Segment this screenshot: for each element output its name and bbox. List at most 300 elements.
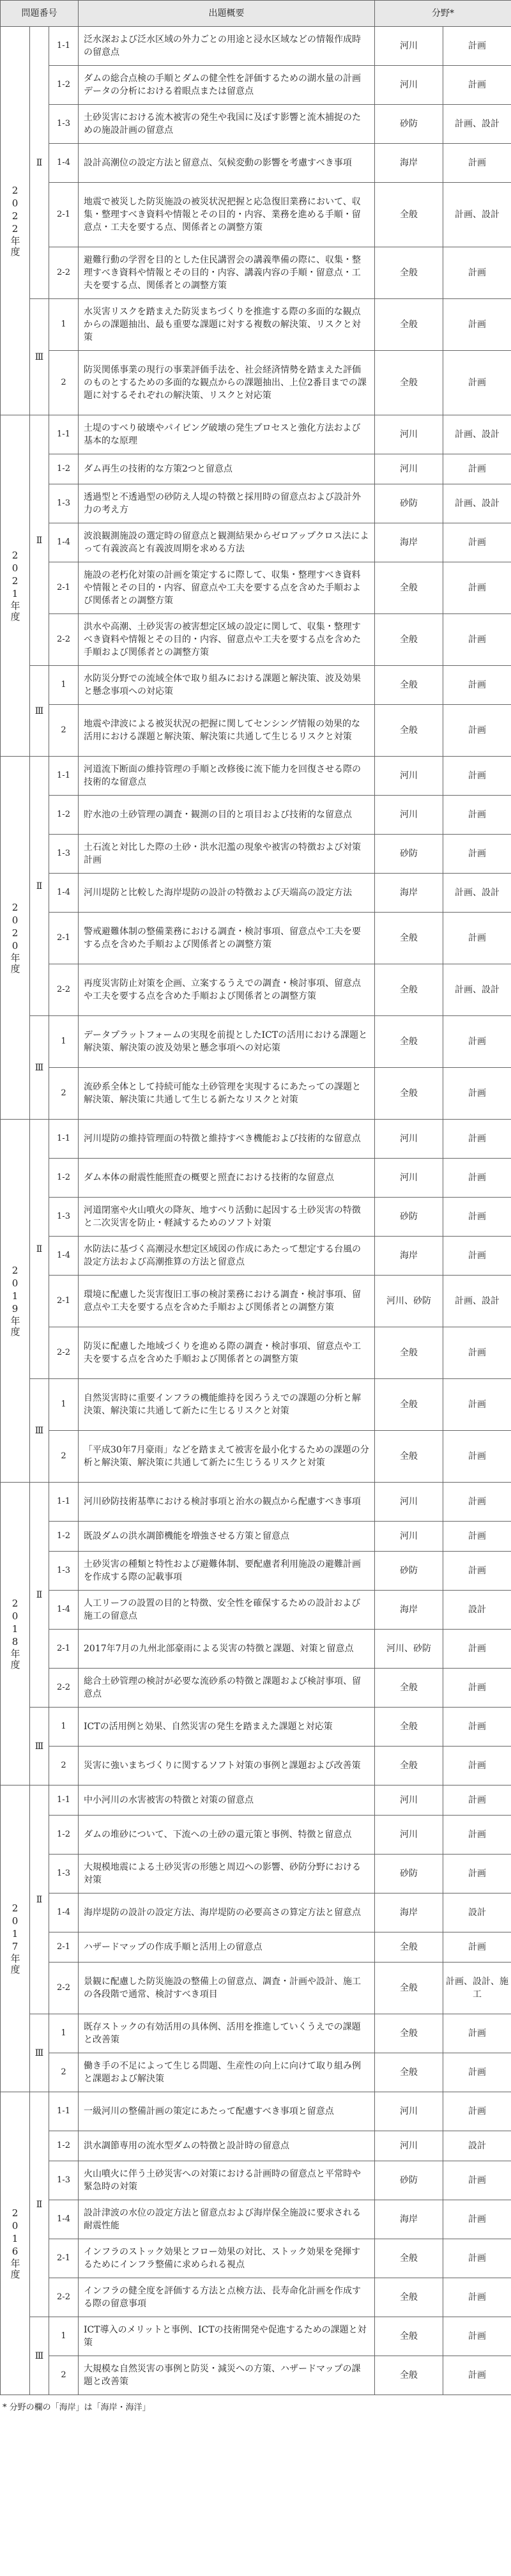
question-number: 2 xyxy=(49,2356,79,2395)
field-area: 海岸 xyxy=(375,1237,443,1276)
question-number: 1-4 xyxy=(49,1893,79,1932)
field-type: 設計 xyxy=(443,2131,511,2161)
question-summary: 災害に強いまちづくりに関するソフト対策の事例と課題および改善策 xyxy=(79,1747,375,1785)
field-type: 計画 xyxy=(443,1327,511,1379)
question-number: 2-1 xyxy=(49,1932,79,1963)
field-area: 砂防 xyxy=(375,105,443,144)
question-summary: 透過型と不透過型の砂防え人堤の特徴と採用時の留意点および設計外力の考え方 xyxy=(79,484,375,523)
field-area: 海岸 xyxy=(375,2200,443,2239)
question-summary: 土石流と対比した際の土砂・洪水氾濫の現象や被害の特徴および対策計画 xyxy=(79,835,375,874)
question-number: 2 xyxy=(49,1747,79,1785)
table-row xyxy=(1,299,511,351)
field-area: 河川 xyxy=(375,1483,443,1522)
field-type: 計画 xyxy=(443,247,511,299)
question-summary: 水災害リスクを踏まえた防災まちづくりを推進する際の多面的な観点からの課題抽出、最も重要な課題に対する複数の解決策、リスクと対策 xyxy=(79,299,375,351)
field-type: 計画 xyxy=(443,1708,511,1747)
question-summary: 人工リーフの設置の目的と特徴、安全性を確保するための設計および施工の留意点 xyxy=(79,1591,375,1630)
field-type: 計画 xyxy=(443,1068,511,1120)
section-label: Ⅱ xyxy=(30,27,49,299)
table-row xyxy=(1,1747,511,1785)
field-type: 計画 xyxy=(443,1483,511,1522)
table-row xyxy=(1,1932,511,1963)
field-area: 砂防 xyxy=(375,1552,443,1591)
field-type: 計画、設計 xyxy=(443,1276,511,1327)
question-number: 2 xyxy=(49,1431,79,1483)
question-number: 1-2 xyxy=(49,2131,79,2161)
year-label: 2020年度 xyxy=(1,757,30,1120)
field-type: 計画 xyxy=(443,666,511,705)
question-number: 1-4 xyxy=(49,1237,79,1276)
question-number: 2-2 xyxy=(49,247,79,299)
question-summary: 洪水や高潮、土砂災害の被害想定区域の設定に関して、収集・整理すべき資料や情報とその目的・内容、留意点や工夫を要する点を含めた手順および関係者との調整方策 xyxy=(79,614,375,666)
question-summary: 河川堤防と比較した海岸堤防の設計の特徴および天端高の設定方法 xyxy=(79,874,375,913)
question-number: 2-1 xyxy=(49,2239,79,2278)
question-number: 2-1 xyxy=(49,1276,79,1327)
section-label: Ⅱ xyxy=(30,757,49,1016)
field-type: 計画 xyxy=(443,1198,511,1237)
field-type: 計画 xyxy=(443,796,511,835)
question-number: 2 xyxy=(49,2053,79,2092)
table-row xyxy=(1,27,511,66)
field-area: 河川 xyxy=(375,2131,443,2161)
table-row xyxy=(1,757,511,796)
table-row xyxy=(1,1669,511,1708)
question-summary: 河道閉塞や火山噴火の降灰、地すべり活動に起因する土砂災害の特徴と二次災害を防止・軽減するためのソフト対策 xyxy=(79,1198,375,1237)
field-area: 河川 xyxy=(375,1522,443,1552)
question-number: 1-2 xyxy=(49,796,79,835)
table-row xyxy=(1,1855,511,1893)
field-area: 全般 xyxy=(375,964,443,1016)
field-type: 計画 xyxy=(443,2239,511,2278)
question-summary: 既存ストックの有効活用の具体例、活用を推進していくうえでの課題と改善策 xyxy=(79,2014,375,2053)
field-type: 計画、設計 xyxy=(443,415,511,454)
question-summary: 施設の老朽化対策の計画を策定するに際して、収集・整理すべき資料や情報とその目的・内容、留意点や工夫を要する点を含めた手順および関係者との調整方策 xyxy=(79,562,375,614)
footnote: * 分野の欄の「海岸」は「海岸・海洋」 xyxy=(3,2403,151,2412)
question-number: 1-3 xyxy=(49,2161,79,2200)
question-number: 1-1 xyxy=(49,1120,79,1159)
table-row xyxy=(1,1483,511,1522)
question-summary: 2017年7月の九州北部豪雨による災害の特徴と課題、対策と留意点 xyxy=(79,1630,375,1669)
section-label: Ⅱ xyxy=(30,1785,49,2014)
year-label: 2016年度 xyxy=(1,2092,30,2395)
field-area: 河川 xyxy=(375,1785,443,1816)
question-summary: 働き手の不足によって生じる問題、生産性の向上に向けて取り組み例と課題および解決策 xyxy=(79,2053,375,2092)
table-row xyxy=(1,2200,511,2239)
question-summary: 土砂災害における流木被害の発生や我国に及ぼす影響と流木捕捉のための施設計画の留意点 xyxy=(79,105,375,144)
question-summary: 地震や津波による被災状況の把握に関してセンシング情報の効果的な活用における課題と解決策、解決策に共通して生じるリスクと対策 xyxy=(79,705,375,757)
field-area: 砂防 xyxy=(375,2161,443,2200)
question-summary: インフラのストック効果とフロー効果の対比、ストック効果を発揮するためにインフラ整備に求められる視点 xyxy=(79,2239,375,2278)
table-row xyxy=(1,2161,511,2200)
field-area: 全般 xyxy=(375,2356,443,2395)
field-area: 全般 xyxy=(375,2239,443,2278)
field-area: 全般 xyxy=(375,1708,443,1747)
question-number: 1 xyxy=(49,299,79,351)
year-label: 2017年度 xyxy=(1,1785,30,2092)
question-summary: 水防法に基づく高潮浸水想定区域図の作成にあたって想定する台風の設定方法および高潮推算の方法と留意点 xyxy=(79,1237,375,1276)
question-summary: 水防災分野での流域全体で取り組みにおける課題と解決策、波及効果と懸念事項への対応策 xyxy=(79,666,375,705)
table-row xyxy=(1,66,511,105)
question-number: 1-3 xyxy=(49,1552,79,1591)
field-area: 全般 xyxy=(375,666,443,705)
header-problem-no: 問題番号 xyxy=(1,1,79,27)
table-row xyxy=(1,1276,511,1327)
field-type: 計画 xyxy=(443,2092,511,2131)
field-type: 設計 xyxy=(443,1591,511,1630)
question-summary: 防災に配慮した地域づくりを進める際の調査・検討事項、留意点や工夫を要する点を含めた手順および関係者との調整方策 xyxy=(79,1327,375,1379)
question-number: 2-1 xyxy=(49,562,79,614)
field-area: 全般 xyxy=(375,562,443,614)
section-label: Ⅱ xyxy=(30,2092,49,2317)
field-type: 計画 xyxy=(443,2014,511,2053)
field-type: 計画 xyxy=(443,27,511,66)
table-row xyxy=(1,913,511,964)
table-row xyxy=(1,484,511,523)
section-label: Ⅲ xyxy=(30,1016,49,1120)
table-row xyxy=(1,144,511,183)
question-number: 1-2 xyxy=(49,1816,79,1855)
question-number: 1-2 xyxy=(49,454,79,484)
field-type: 計画 xyxy=(443,1120,511,1159)
question-summary: 再度災害防止対策を企画、立案するうえでの調査・検討事項、留意点や工夫を要する点を含めた手順および関係者との調整方策 xyxy=(79,964,375,1016)
question-summary: 一級河川の整備計画の策定にあたって配慮すべき事項と留意点 xyxy=(79,2092,375,2131)
field-type: 計画、設計 xyxy=(443,484,511,523)
table-row xyxy=(1,874,511,913)
table-row xyxy=(1,1159,511,1198)
field-area: 全般 xyxy=(375,1963,443,2014)
question-number: 1-1 xyxy=(49,1483,79,1522)
question-number: 1 xyxy=(49,1379,79,1431)
field-area: 全般 xyxy=(375,2014,443,2053)
table-row xyxy=(1,964,511,1016)
question-summary: 河道流下断面の維持管理の手順と改修後に流下能力を回復させる際の技術的な留意点 xyxy=(79,757,375,796)
question-number: 1-1 xyxy=(49,2092,79,2131)
question-number: 2-1 xyxy=(49,913,79,964)
question-summary: ダムの総合点検の手順とダムの健全性を評価するための湖水量の計画データの分析における着眼点または留意点 xyxy=(79,66,375,105)
question-summary: 自然災害時に重要インフラの機能維持を図ろうえでの課題の分析と解決策、解決策に共通して新たに生じるリスクと対策 xyxy=(79,1379,375,1431)
question-summary: 避難行動の学習を目的とした住民講習会の講義準備の際に、収集・整理すべき資料や情報とその目的・内容、講義内容の手順・留意点・工夫を要する点、関係者との調整方策 xyxy=(79,247,375,299)
question-number: 2 xyxy=(49,1068,79,1120)
question-number: 2-2 xyxy=(49,1963,79,2014)
table-row xyxy=(1,415,511,454)
table-row xyxy=(1,2317,511,2356)
field-area: 河川 xyxy=(375,454,443,484)
question-summary: 火山噴火に伴う土砂災害への対策における計画時の留意点と平常時や緊急時の対策 xyxy=(79,2161,375,2200)
field-type: 計画 xyxy=(443,144,511,183)
table-row xyxy=(1,1522,511,1552)
field-area: 全般 xyxy=(375,183,443,247)
field-area: 全般 xyxy=(375,1327,443,1379)
field-type: 計画 xyxy=(443,1785,511,1816)
field-area: 河川 xyxy=(375,27,443,66)
table-row xyxy=(1,2092,511,2131)
section-label: Ⅲ xyxy=(30,666,49,757)
question-summary: 設計津波の水位の設定方法と留意点および海岸保全施設に要求される耐震性能 xyxy=(79,2200,375,2239)
field-type: 計画 xyxy=(443,614,511,666)
question-summary: 中小河川の水害被害の特徴と対策の留意点 xyxy=(79,1785,375,1816)
field-area: 全般 xyxy=(375,2053,443,2092)
question-summary: ハザードマップの作成手順と活用上の留意点 xyxy=(79,1932,375,1963)
field-area: 全般 xyxy=(375,1016,443,1068)
table-row xyxy=(1,666,511,705)
table-row xyxy=(1,2131,511,2161)
field-area: 海岸 xyxy=(375,144,443,183)
question-summary: 河川堤防の維持管理面の特徴と維持すべき機能および技術的な留意点 xyxy=(79,1120,375,1159)
field-area: 全般 xyxy=(375,299,443,351)
question-summary: ダムの堆砂について、下流への土砂の還元策と事例、特徴と留意点 xyxy=(79,1816,375,1855)
field-type: 計画 xyxy=(443,1932,511,1963)
field-area: 海岸 xyxy=(375,1591,443,1630)
question-summary: 大規模地震による土砂災害の形態と周辺への影響、砂防分野における対策 xyxy=(79,1855,375,1893)
field-type: 計画 xyxy=(443,705,511,757)
header-summary: 出題概要 xyxy=(79,1,375,27)
field-type: 計画 xyxy=(443,523,511,562)
field-area: 全般 xyxy=(375,705,443,757)
table-row xyxy=(1,835,511,874)
table-row xyxy=(1,2053,511,2092)
question-number: 2-2 xyxy=(49,2278,79,2317)
question-number: 1-3 xyxy=(49,1855,79,1893)
question-number: 1 xyxy=(49,1016,79,1068)
table-row xyxy=(1,1708,511,1747)
year-label: 2019年度 xyxy=(1,1120,30,1483)
field-type: 計画 xyxy=(443,1552,511,1591)
question-number: 2-2 xyxy=(49,1327,79,1379)
header-row xyxy=(1,1,511,27)
header-field: 分野* xyxy=(375,1,511,27)
question-number: 1-1 xyxy=(49,415,79,454)
question-summary: 「平成30年7月豪雨」などを踏まえて被害を最小化するための課題の分析と解決策、解決策に共通して新たに生じうるリスクと対策 xyxy=(79,1431,375,1483)
question-summary: 洪水調節専用の流水型ダムの特徴と設計時の留意点 xyxy=(79,2131,375,2161)
field-type: 計画 xyxy=(443,835,511,874)
section-label: Ⅲ xyxy=(30,299,49,415)
table-row xyxy=(1,1963,511,2014)
question-summary: 泛水深および泛水区域の外力ごとの用途と浸水区域などの情報作成時の留意点 xyxy=(79,27,375,66)
field-type: 計画 xyxy=(443,66,511,105)
question-number: 1 xyxy=(49,2317,79,2356)
table-body xyxy=(1,27,511,2395)
section-label: Ⅲ xyxy=(30,2014,49,2092)
field-area: 砂防 xyxy=(375,1855,443,1893)
question-number: 1-2 xyxy=(49,66,79,105)
table-row xyxy=(1,105,511,144)
question-summary: 警戒避難体制の整備業務における調査・検討事項、留意点や工夫を要する点を含めた手順および関係者との調整方策 xyxy=(79,913,375,964)
field-area: 全般 xyxy=(375,614,443,666)
question-number: 1-2 xyxy=(49,1522,79,1552)
field-area: 河川 xyxy=(375,415,443,454)
field-type: 計画 xyxy=(443,757,511,796)
field-type: 計画 xyxy=(443,1016,511,1068)
field-area: 全般 xyxy=(375,1669,443,1708)
table-row xyxy=(1,1237,511,1276)
question-summary: ダム再生の技術的な方策2つと留意点 xyxy=(79,454,375,484)
question-summary: 環境に配慮した災害復旧工事の検討業務における調査・検討事項、留意点や工夫を要する点を含めた手順および関係者との調整方策 xyxy=(79,1276,375,1327)
table-row xyxy=(1,351,511,415)
field-area: 河川、砂防 xyxy=(375,1276,443,1327)
question-summary: 土砂災害の種類と特性および避難体制、要配慮者利用施設の避難計画を作成する際の記載事項 xyxy=(79,1552,375,1591)
table-row xyxy=(1,1016,511,1068)
field-type: 計画 xyxy=(443,351,511,415)
field-type: 計画、設計、施工 xyxy=(443,1963,511,2014)
question-summary: 地震で被災した防災施設の被災状況把握と応急復旧業務において、収集・整理すべき資料や情報とその目的・内容、業務を進める手順・留意点・工夫を要する点、関係者との調整方策 xyxy=(79,183,375,247)
question-number: 1-1 xyxy=(49,27,79,66)
question-number: 2 xyxy=(49,705,79,757)
field-type: 計画、設計 xyxy=(443,964,511,1016)
table-row xyxy=(1,1893,511,1932)
table-row xyxy=(1,614,511,666)
field-area: 全般 xyxy=(375,913,443,964)
question-summary: データプラットフォームの実現を前提としたICTの活用における課題と解決策、解決策の波及効果と懸念事項への対応策 xyxy=(79,1016,375,1068)
field-area: 全般 xyxy=(375,2317,443,2356)
field-type: 計画 xyxy=(443,299,511,351)
question-number: 1-3 xyxy=(49,484,79,523)
field-area: 河川 xyxy=(375,66,443,105)
question-number: 1-3 xyxy=(49,1198,79,1237)
question-summary: ICT導入のメリットと事例、ICTの技術開発や促進するための課題と対策 xyxy=(79,2317,375,2356)
field-area: 全般 xyxy=(375,1379,443,1431)
question-summary: ICTの活用例と効果、自然災害の発生を踏まえた課題と対応策 xyxy=(79,1708,375,1747)
question-number: 1-1 xyxy=(49,1785,79,1816)
field-type: 計画 xyxy=(443,2053,511,2092)
field-type: 計画 xyxy=(443,1379,511,1431)
table-row xyxy=(1,523,511,562)
section-label: Ⅲ xyxy=(30,1379,49,1483)
table-row xyxy=(1,183,511,247)
table-row xyxy=(1,705,511,757)
table-row xyxy=(1,2014,511,2053)
field-area: 河川 xyxy=(375,1159,443,1198)
table-row xyxy=(1,1630,511,1669)
field-type: 計画 xyxy=(443,913,511,964)
field-type: 計画 xyxy=(443,1237,511,1276)
section-label: Ⅱ xyxy=(30,1483,49,1708)
field-type: 計画 xyxy=(443,2278,511,2317)
field-type: 計画 xyxy=(443,1431,511,1483)
question-summary: 波浪観測施設の選定時の留意点と観測結果からゼロアップクロス法によって有義波高と有義波周期を求める方法 xyxy=(79,523,375,562)
question-summary: 大規模な自然災害の事例と防災・減災への方策、ハザードマップの課題と改善策 xyxy=(79,2356,375,2395)
question-number: 2-2 xyxy=(49,1669,79,1708)
question-number: 1-3 xyxy=(49,835,79,874)
field-area: 河川 xyxy=(375,1120,443,1159)
field-area: 海岸 xyxy=(375,523,443,562)
table-row xyxy=(1,2278,511,2317)
field-area: 全般 xyxy=(375,1932,443,1963)
section-label: Ⅱ xyxy=(30,415,49,666)
field-type: 計画 xyxy=(443,2200,511,2239)
question-number: 1 xyxy=(49,1708,79,1747)
table-row xyxy=(1,1120,511,1159)
field-area: 河川 xyxy=(375,1816,443,1855)
field-area: 砂防 xyxy=(375,1198,443,1237)
question-number: 1-1 xyxy=(49,757,79,796)
question-number: 2-2 xyxy=(49,614,79,666)
question-number: 1-4 xyxy=(49,1591,79,1630)
field-type: 計画 xyxy=(443,1669,511,1708)
table-row xyxy=(1,2356,511,2395)
question-number: 1 xyxy=(49,666,79,705)
field-type: 計画 xyxy=(443,1522,511,1552)
field-type: 計画 xyxy=(443,1855,511,1893)
question-number: 2-1 xyxy=(49,183,79,247)
question-number: 2 xyxy=(49,351,79,415)
table-row xyxy=(1,1327,511,1379)
field-area: 海岸 xyxy=(375,1893,443,1932)
field-type: 計画 xyxy=(443,2317,511,2356)
field-type: 計画、設計 xyxy=(443,105,511,144)
year-label: 2021年度 xyxy=(1,415,30,757)
question-summary: 設計高潮位の設定方法と留意点、気候変動の影響を考慮すべき事項 xyxy=(79,144,375,183)
table-row xyxy=(1,1591,511,1630)
question-summary: 既設ダムの洪水調節機能を増強させる方策と留意点 xyxy=(79,1522,375,1552)
table-row xyxy=(1,1379,511,1431)
field-type: 計画 xyxy=(443,1747,511,1785)
question-summary: 流砂系全体として持続可能な土砂管理を実現するにあたっての課題と解決策、解決策に共通して生じる新たなリスクと対策 xyxy=(79,1068,375,1120)
field-type: 計画 xyxy=(443,2356,511,2395)
field-type: 計画 xyxy=(443,1816,511,1855)
question-summary: ダム本体の耐震性能照査の概要と照査における技術的な留意点 xyxy=(79,1159,375,1198)
question-number: 1 xyxy=(49,2014,79,2053)
field-area: 全般 xyxy=(375,1431,443,1483)
question-summary: 防災関係事業の現行の事業評価手法を、社会経済情勢を踏まえた評価のものとするための多面的な観点からの課題抽出、上位2番目までの課題に対するそれぞれの解決策、リスクと対応策 xyxy=(79,351,375,415)
field-type: 計画、設計 xyxy=(443,874,511,913)
table-row xyxy=(1,562,511,614)
question-number: 1-4 xyxy=(49,2200,79,2239)
section-label: Ⅲ xyxy=(30,1708,49,1785)
field-area: 河川 xyxy=(375,796,443,835)
field-area: 海岸 xyxy=(375,874,443,913)
field-area: 全般 xyxy=(375,351,443,415)
table-row xyxy=(1,1785,511,1816)
field-area: 河川 xyxy=(375,757,443,796)
table-row xyxy=(1,1816,511,1855)
table-row xyxy=(1,1198,511,1237)
field-type: 計画 xyxy=(443,454,511,484)
field-type: 計画、設計 xyxy=(443,183,511,247)
field-type: 計画 xyxy=(443,2161,511,2200)
table-row xyxy=(1,796,511,835)
section-label: Ⅱ xyxy=(30,1120,49,1379)
question-number: 1-4 xyxy=(49,144,79,183)
table-row xyxy=(1,1552,511,1591)
field-area: 河川、砂防 xyxy=(375,1630,443,1669)
field-type: 計画 xyxy=(443,1630,511,1669)
question-summary: 河川砂防技術基準における検討事項と治水の観点から配慮すべき事項 xyxy=(79,1483,375,1522)
question-summary: 土堤のすべり破壊やパイピング破壊の発生プロセスと強化方法および基本的な原理 xyxy=(79,415,375,454)
table-row xyxy=(1,2239,511,2278)
field-type: 計画 xyxy=(443,1159,511,1198)
table-row xyxy=(1,1431,511,1483)
question-number: 1-3 xyxy=(49,105,79,144)
table-row xyxy=(1,247,511,299)
year-label: 2018年度 xyxy=(1,1483,30,1785)
question-number: 1-2 xyxy=(49,1159,79,1198)
question-number: 2-1 xyxy=(49,1630,79,1669)
section-label: Ⅲ xyxy=(30,2317,49,2395)
question-number: 2-2 xyxy=(49,964,79,1016)
question-summary: インフラの健全度を評価する方法と点検方法、長寿命化計画を作成する際の留意事項 xyxy=(79,2278,375,2317)
field-area: 全般 xyxy=(375,247,443,299)
field-type: 計画 xyxy=(443,562,511,614)
field-area: 全般 xyxy=(375,2278,443,2317)
question-summary: 海岸堤防の設計の設定方法、海岸堤防の必要高さの算定方法と留意点 xyxy=(79,1893,375,1932)
question-number: 1-4 xyxy=(49,523,79,562)
field-area: 全般 xyxy=(375,1068,443,1120)
question-summary: 景観に配慮した防災施設の整備上の留意点、調査・計画や設計、施工の各段階で通常、検討すべき項目 xyxy=(79,1963,375,2014)
field-area: 砂防 xyxy=(375,484,443,523)
question-number: 1-4 xyxy=(49,874,79,913)
field-area: 河川 xyxy=(375,2092,443,2131)
field-area: 砂防 xyxy=(375,835,443,874)
